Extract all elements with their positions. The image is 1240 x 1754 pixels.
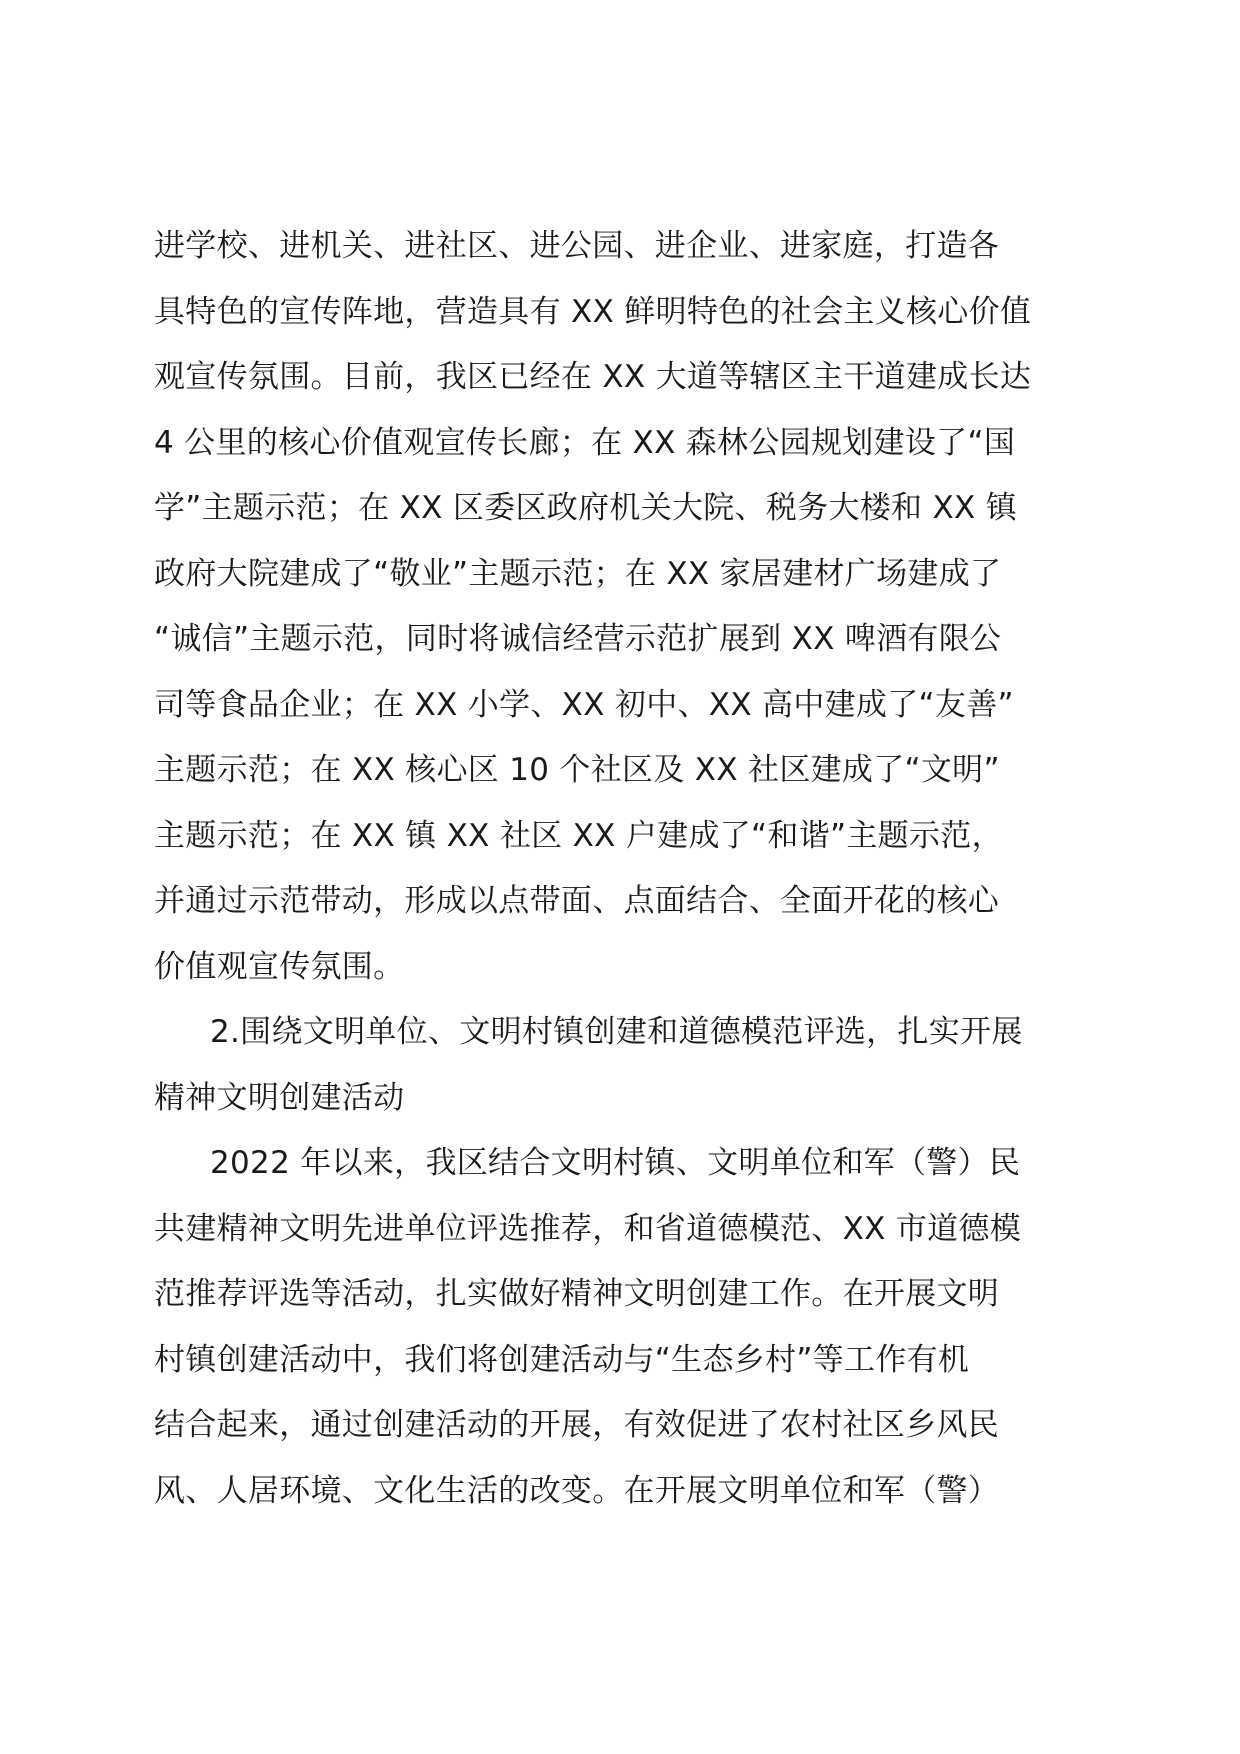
- text-line: 并通过示范带动，形成以点带面、点面结合、全面开花的核心: [154, 883, 1000, 919]
- text-line: 4 公里的核心价值观宣传长廊；在 XX 森林公园规划建设了“国: [154, 424, 1016, 461]
- text-line: 司等食品企业；在 XX 小学、XX 初中、XX 高中建成了“友善”: [154, 686, 1014, 723]
- text-line: 主题示范；在 XX 核心区 10 个社区及 XX 社区建成了“文明”: [154, 752, 1000, 788]
- section-heading-line: 精神文明创建活动: [154, 1079, 405, 1116]
- text-line: 学”主题示范；在 XX 区委区政府机关大院、税务大楼和 XX 镇: [154, 490, 1018, 526]
- document-body: [154, 214, 1094, 1524]
- text-line: 范推荐评选等活动，扎实做好精神文明创建工作。在开展文明: [154, 1276, 1000, 1312]
- text-line: 观宣传氛围。目前，我区已经在 XX 大道等辖区主干道建成长达: [154, 359, 1032, 395]
- text-line: 具特色的宣传阵地，营造具有 XX 鲜明特色的社会主义核心价值: [154, 293, 1032, 330]
- text-line: 共建精神文明先进单位评选推荐，和省道德模范、XX 市道德模: [154, 1210, 1022, 1247]
- text-line: 村镇创建活动中，我们将创建活动与“生态乡村”等工作有机: [154, 1341, 970, 1378]
- text-line: 结合起来，通过创建活动的开展，有效促进了农村社区乡风民: [154, 1407, 1000, 1443]
- text-line: 价值观宣传氛围。: [154, 948, 405, 985]
- text-line: 政府大院建成了“敬业”主题示范；在 XX 家居建材广场建成了: [154, 555, 1002, 592]
- text-line: “诚信”主题示范，同时将诚信经营示范扩展到 XX 啤酒有限公: [154, 621, 1002, 657]
- text-line: 进学校、进机关、进社区、进公园、进企业、进家庭，打造各: [154, 228, 1000, 264]
- paragraph-first-line: 2022 年以来，我区结合文明村镇、文明单位和军（警）民: [210, 1145, 1021, 1181]
- text-line: 主题示范；在 XX 镇 XX 社区 XX 户建成了“和谐”主题示范，: [154, 817, 1003, 854]
- section-heading-line: 2.围绕文明单位、文明村镇创建和道德模范评选，扎实开展: [210, 1014, 1023, 1050]
- text-line: 风、人居环境、文化生活的改变。在开展文明单位和军（警）: [154, 1472, 1000, 1509]
